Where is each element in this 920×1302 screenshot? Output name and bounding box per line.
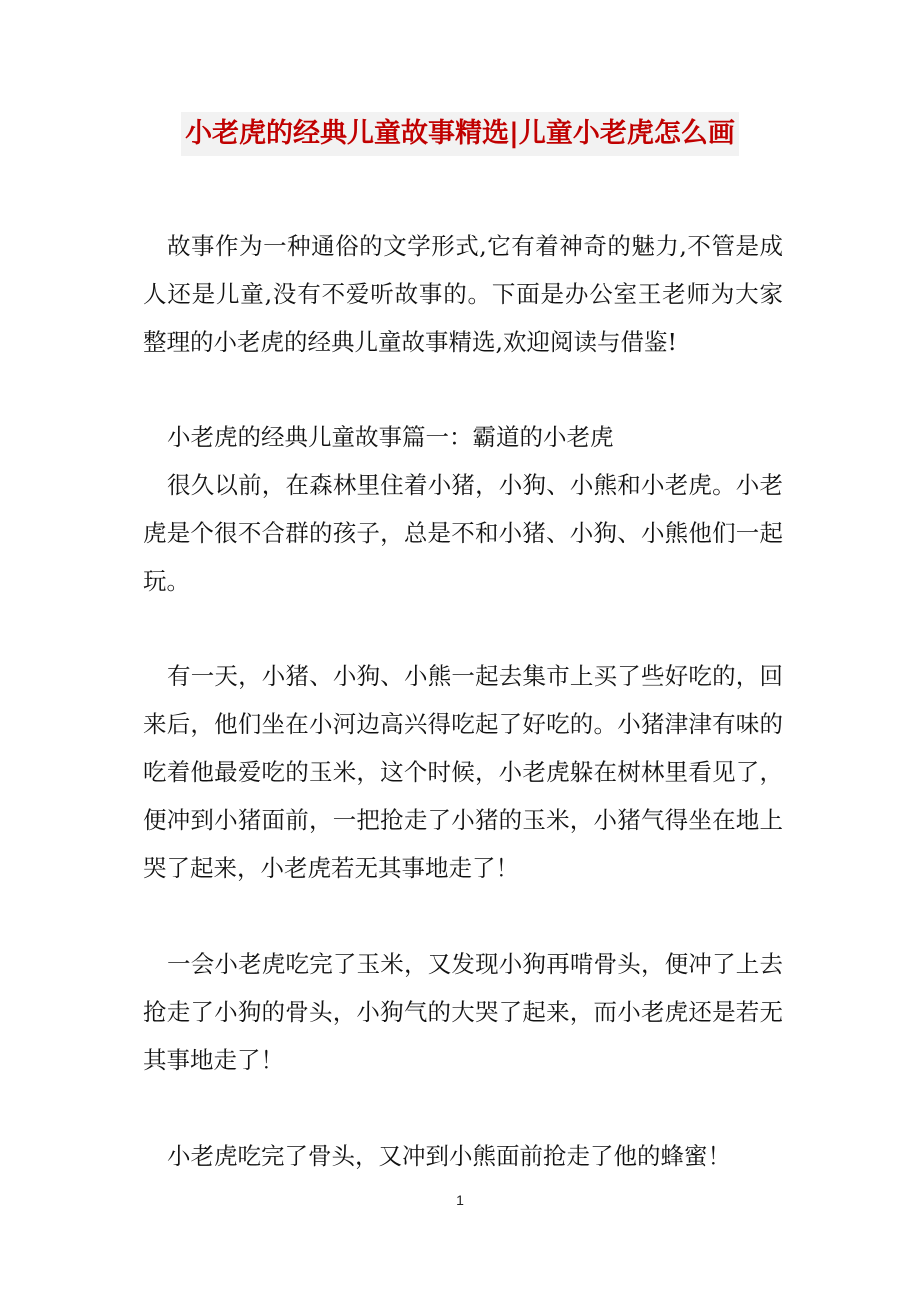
story-paragraph: 有一天，小猪、小狗、小熊一起去集市上买了些好吃的，回来后，他们坐在小河边高兴得吃起了好吃的。小猪津津有味的吃着他最爱吃的玉米，这个时候，小老虎躲在树林里看见了，便冲到小猪面前，一把抢走了小猪的玉米，小猪气得坐在地上哭了起来，小老虎若无其事地走了！ bbox=[143, 662, 783, 882]
page-number: 1 bbox=[456, 1192, 464, 1208]
story-paragraph: 一会小老虎吃完了玉米，又发现小狗再啃骨头，便冲了上去抢走了小狗的骨头，小狗气的大哭了起来，而小老虎还是若无其事地走了！ bbox=[143, 950, 783, 1074]
intro-paragraph: 故事作为一种通俗的文学形式,它有着神奇的魅力,不管是成人还是儿童,没有不爱听故事的。下面是办公室王老师为大家整理的小老虎的经典儿童故事精选,欢迎阅读与借鉴! bbox=[143, 232, 783, 356]
story-heading: 小老虎的经典儿童故事篇一：霸道的小老虎 bbox=[167, 423, 614, 451]
story-paragraph: 小老虎吃完了骨头，又冲到小熊面前抢走了他的蜂蜜！ bbox=[167, 1142, 731, 1170]
document-title: 小老虎的经典儿童故事精选|儿童小老虎怎么画 bbox=[181, 112, 739, 156]
story-paragraph: 很久以前，在森林里住着小猪，小狗、小熊和小老虎。小老虎是个很不合群的孩子，总是不和小猪、小狗、小熊他们一起玩。 bbox=[143, 471, 783, 595]
title-container bbox=[0, 112, 920, 156]
